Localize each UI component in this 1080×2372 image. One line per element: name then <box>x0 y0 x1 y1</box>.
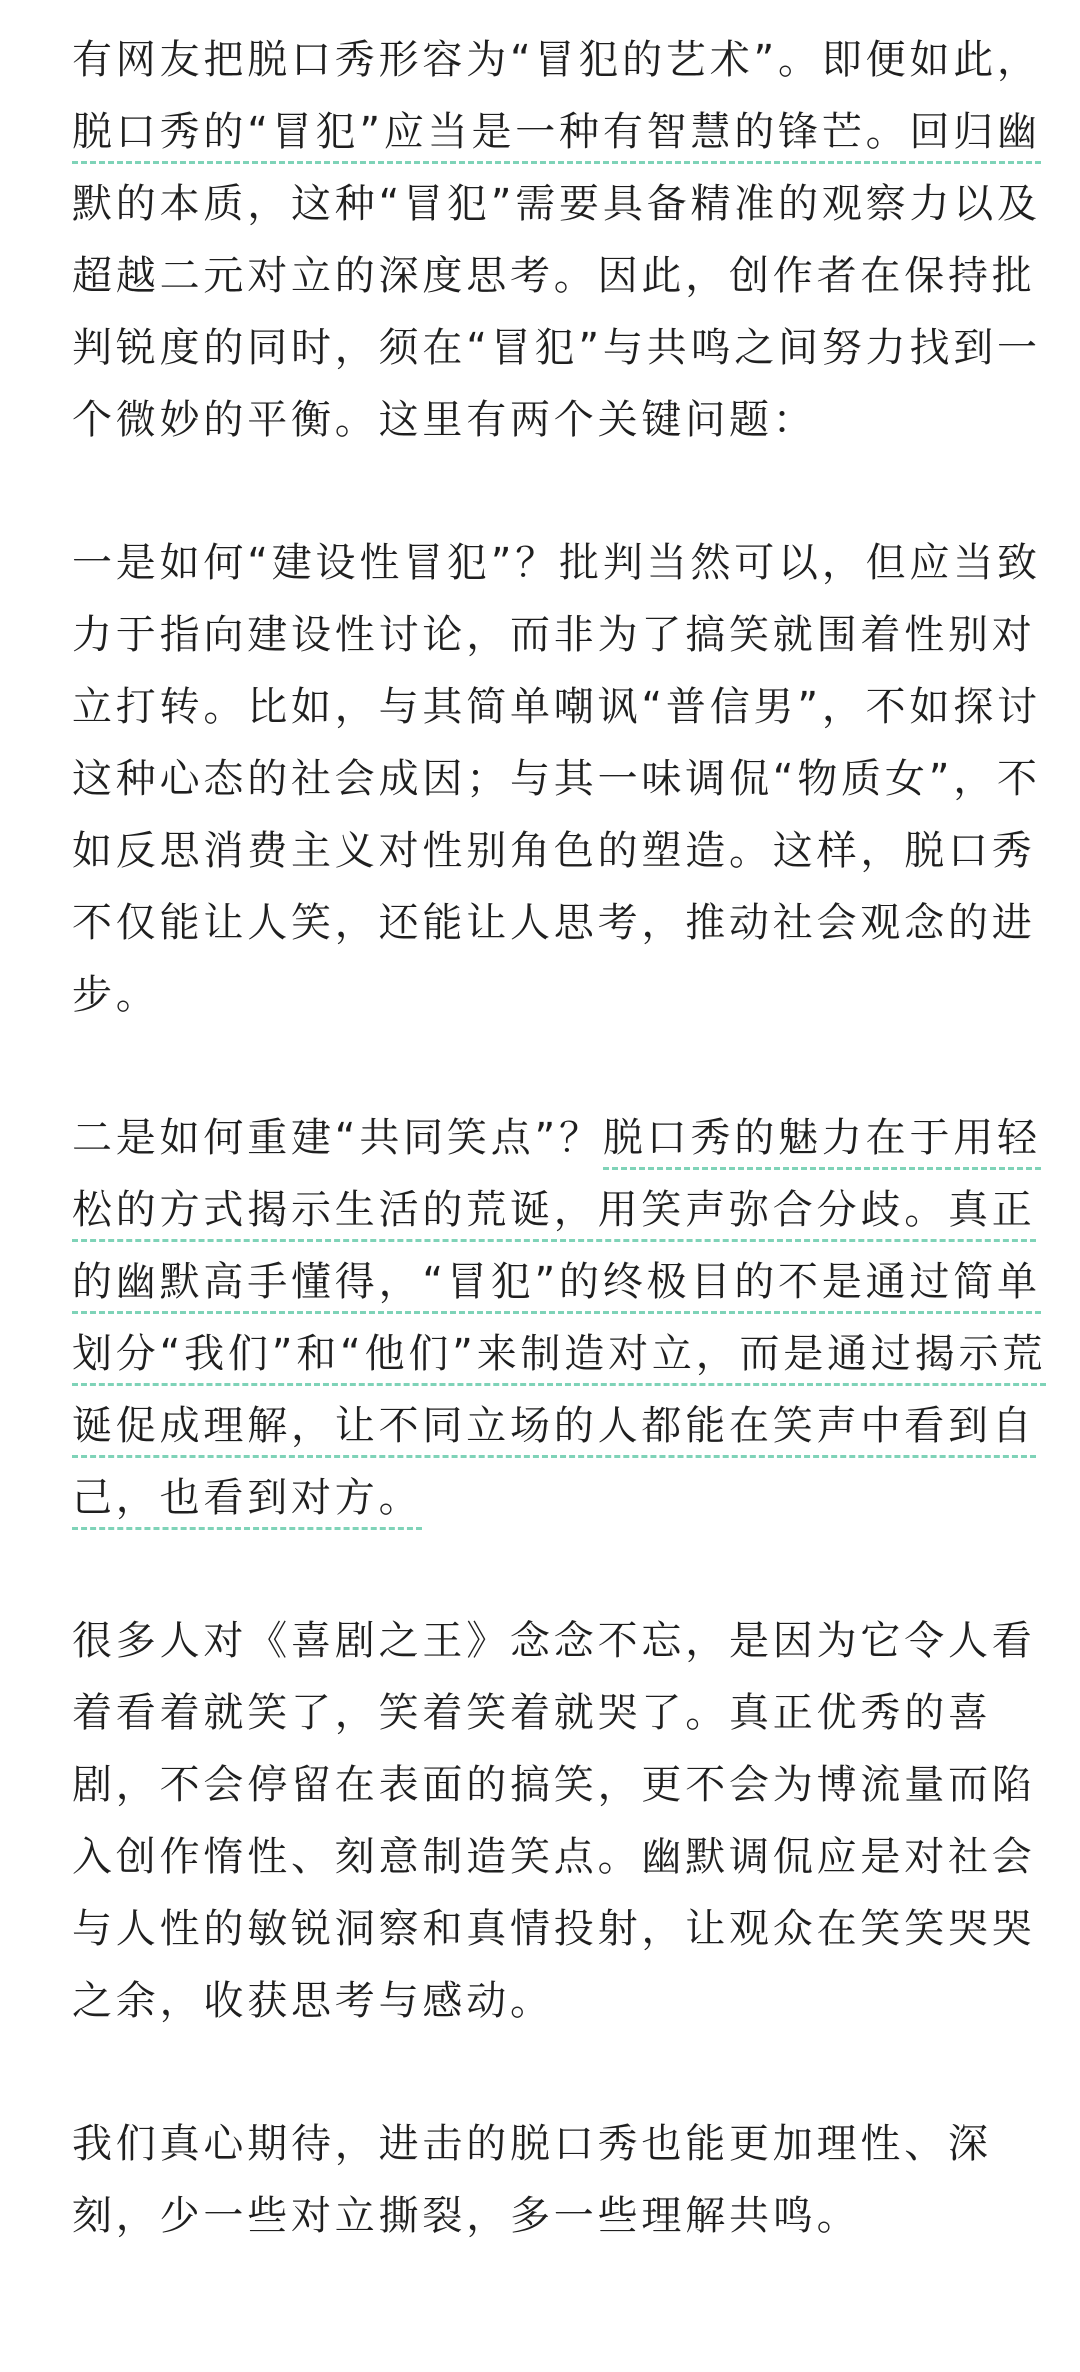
text-line <box>72 959 1008 1031</box>
text-line <box>72 1462 1008 1534</box>
text-segment: 剧，不会停留在表面的搞笑，更不会为博流量而陷 <box>72 1762 1036 1808</box>
text-line <box>72 1893 1036 1965</box>
text-segment: 有网友把脱口秀形容为“冒犯的艺术”。即便如此， <box>72 37 1041 83</box>
text-line <box>72 1246 1041 1318</box>
text-segment: 判锐度的同时，须在“冒犯”与共鸣之间努力找到一 <box>72 325 1041 371</box>
text-segment: 我们真心期待，进击的脱口秀也能更加理性、深 <box>72 2121 992 2167</box>
text-line <box>72 743 1041 815</box>
highlighted-text: 己，也看到对方。 <box>72 1475 422 1530</box>
highlighted-text: 划分“我们”和“他们”来制造对立，而是通过揭示荒 <box>72 1331 1046 1386</box>
text-line <box>72 1318 1047 1390</box>
text-line <box>72 1102 1041 1174</box>
text-line <box>72 384 1008 456</box>
text-segment: 一是如何“建设性冒犯”？批判当然可以，但应当致 <box>72 540 1041 586</box>
highlighted-text: 的幽默高手懂得，“冒犯”的终极目的不是通过简单 <box>72 1259 1041 1314</box>
paragraph <box>72 2108 1008 2252</box>
text-line <box>72 1390 1036 1462</box>
highlighted-text: 松的方式揭示生活的荒诞，用笑声弥合分歧。真正 <box>72 1187 1036 1242</box>
text-line <box>72 24 1041 96</box>
text-segment: 个微妙的平衡。这里有两个关键问题： <box>72 397 817 443</box>
text-segment: 立打转。比如，与其简单嘲讽“普信男”，不如探讨 <box>72 684 1041 730</box>
text-segment: 很多人对《喜剧之王》念念不忘，是因为它令人看 <box>72 1618 1036 1664</box>
text-segment: 这种心态的社会成因；与其一味调侃“物质女”，不 <box>72 756 1041 802</box>
text-segment: 不仅能让人笑，还能让人思考，推动社会观念的进 <box>72 900 1036 946</box>
text-segment: 如反思消费主义对性别角色的塑造。这样，脱口秀 <box>72 828 1036 874</box>
paragraph <box>72 527 1041 1031</box>
paragraph <box>72 1102 1047 1534</box>
text-line <box>72 815 1036 887</box>
text-segment: 刻，少一些对立撕裂，多一些理解共鸣。 <box>72 2193 861 2239</box>
text-line <box>72 96 1041 168</box>
text-line <box>72 1605 1036 1677</box>
text-line <box>72 527 1041 599</box>
text-line <box>72 2108 1008 2180</box>
text-line <box>72 1749 1036 1821</box>
text-line <box>72 1677 1008 1749</box>
paragraph <box>72 24 1041 456</box>
text-line <box>72 168 1041 240</box>
article-body <box>72 24 1047 2323</box>
text-segment: 与人性的敏锐洞察和真情投射，让观众在笑笑哭哭 <box>72 1906 1036 1952</box>
highlighted-text: 脱口秀的魅力在于用轻 <box>603 1115 1041 1170</box>
text-segment: 默的本质，这种“冒犯”需要具备精准的观察力以及 <box>72 181 1041 227</box>
text-segment: 之余，收获思考与感动。 <box>72 1978 554 2024</box>
text-line <box>72 312 1041 384</box>
highlighted-text: 诞促成理解，让不同立场的人都能在笑声中看到自 <box>72 1403 1036 1458</box>
highlighted-text: 脱口秀的“冒犯”应当是一种有智慧的锋芒。回归幽 <box>72 109 1041 164</box>
text-line <box>72 2180 1008 2252</box>
text-segment: 力于指向建设性讨论，而非为了搞笑就围着性别对 <box>72 612 1036 658</box>
text-line <box>72 671 1041 743</box>
text-segment: 超越二元对立的深度思考。因此，创作者在保持批 <box>72 253 1036 299</box>
text-segment: 步。 <box>72 972 160 1018</box>
text-line <box>72 240 1036 312</box>
text-segment: 着看着就笑了，笑着笑着就哭了。真正优秀的喜 <box>72 1690 992 1736</box>
text-line <box>72 1965 1008 2037</box>
text-line <box>72 1821 1036 1893</box>
text-line <box>72 887 1036 959</box>
paragraph <box>72 1605 1036 2037</box>
text-segment: 入创作惰性、刻意制造笑点。幽默调侃应是对社会 <box>72 1834 1036 1880</box>
text-line <box>72 1174 1036 1246</box>
text-segment: 二是如何重建“共同笑点”？ <box>72 1115 603 1161</box>
text-line <box>72 599 1036 671</box>
